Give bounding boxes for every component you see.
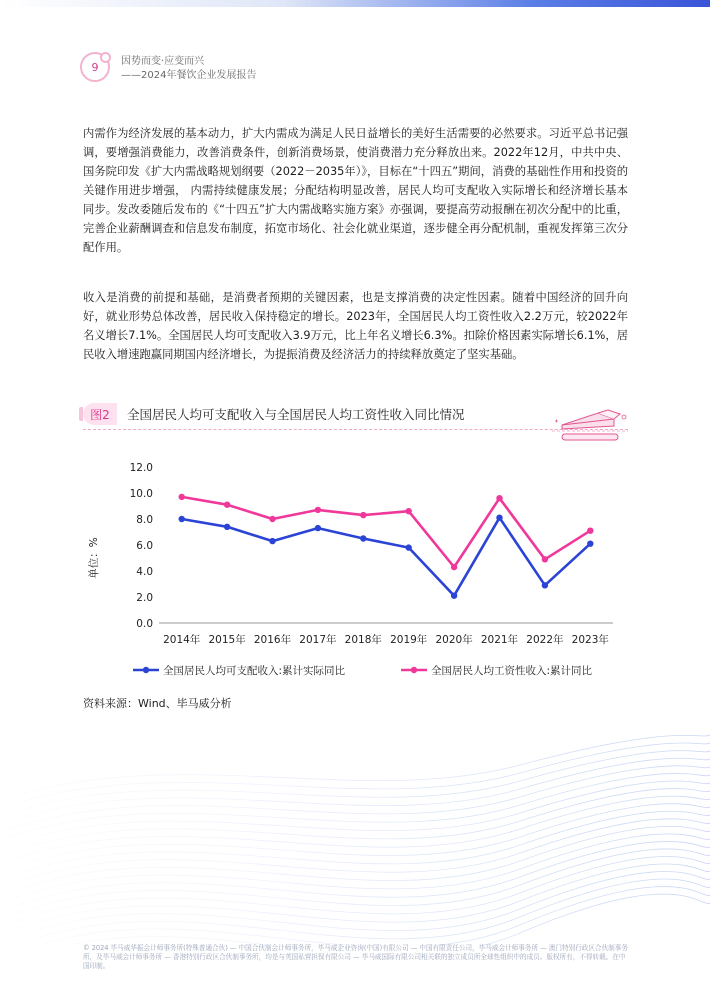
data-point bbox=[179, 516, 185, 522]
x-tick-label: 2020年 bbox=[435, 634, 473, 646]
data-point bbox=[587, 541, 593, 547]
series-line-1 bbox=[182, 518, 591, 596]
page-number-badge bbox=[80, 52, 110, 82]
x-tick-label: 2019年 bbox=[390, 634, 428, 646]
data-point bbox=[451, 593, 457, 599]
y-tick-label: 8.0 bbox=[136, 514, 153, 526]
data-point bbox=[360, 512, 366, 518]
wave-line bbox=[0, 766, 710, 832]
y-tick-label: 12.0 bbox=[129, 462, 153, 474]
wave-line bbox=[0, 856, 710, 928]
data-point bbox=[315, 525, 321, 531]
data-point bbox=[496, 495, 502, 501]
legend-marker-2 bbox=[411, 667, 417, 673]
source-note: 资料来源：Wind、毕马威分析 bbox=[83, 697, 232, 710]
cake-illustration-icon bbox=[550, 405, 630, 445]
data-point bbox=[360, 535, 366, 541]
data-point bbox=[179, 494, 185, 500]
data-point bbox=[542, 582, 548, 588]
data-point bbox=[406, 544, 412, 550]
data-point bbox=[451, 564, 457, 570]
data-point bbox=[224, 524, 230, 530]
line-chart bbox=[83, 455, 628, 685]
data-point bbox=[406, 508, 412, 514]
x-tick-label: 2017年 bbox=[299, 634, 337, 646]
x-tick-label: 2022年 bbox=[526, 634, 564, 646]
x-tick-label: 2021年 bbox=[480, 634, 519, 646]
data-point bbox=[315, 507, 321, 513]
y-tick-label: 10.0 bbox=[129, 488, 153, 500]
x-tick-label: 2014年 bbox=[163, 634, 201, 646]
data-point bbox=[269, 516, 275, 522]
figure-number-tag: 图2 bbox=[83, 403, 117, 425]
copyright-footer: © 2024 毕马威华振会计师事务所(特殊普通合伙) — 中国合伙制会计师事务所，毕马威企业咨询(中国)有限公司 — 中国有限责任公司，毕马威会计师事务所 — 澳门特别行政区合伙制事务所，及毕马威会计师事务所 — 香港特别行政区合伙制事务所，均是与英国私营担保有限公司 — 毕马威国际有限公司相关联的独立成员所全球性组织中的成员。版权所有，不得转载。在中国印制。 bbox=[83, 944, 628, 970]
page-number: 9 bbox=[91, 60, 99, 74]
wave-line bbox=[0, 849, 710, 920]
figure-title: 全国居民人均可支配收入与全国居民人均工资性收入同比情况 bbox=[127, 407, 465, 422]
data-point bbox=[269, 538, 275, 544]
body-paragraph-1: 内需作为经济发展的基本动力，扩大内需成为满足人民日益增长的美好生活需要的必然要求。习近平总书记强调，要增强消费能力，改善消费条件，创新消费场景，使消费潜力充分释放出来。2022年12月，中共中央、国务院印发《扩大内需战略规划纲要（2022－2035年）》，目标在“十四五”期间，消费的基础性作用和投资的关键作用进步增强， 内需持续健康发展；分配结构明显改善，居民人均可支配收入实际增长和经济增长基本同步。发改委随后发布的《“十四五”扩大内需战略实施方案》亦强调，要提高劳动报酬在初次分配中的比重，完善企业薪酬调查和信息发布制度，拓宽市场化、社会化就业渠道，逐步健全再分配机制，重视发挥第三次分配作用。 bbox=[83, 127, 628, 254]
wave-line bbox=[0, 751, 710, 816]
legend-label-1: 全国居民人均可支配收入:累计实际同比 bbox=[163, 665, 346, 677]
data-point bbox=[542, 556, 548, 562]
running-header bbox=[121, 55, 256, 83]
wave-line bbox=[0, 872, 710, 944]
body-paragraph-2: 收入是消费的前提和基础，是消费者预期的关键因素，也是支撑消费的决定性因素。随着中国经济的回升向好，就业形势总体改善，居民收入保持稳定的增长。2023年，全国居民人均工资性收入2.2万元，较2022年名义增长7.1%。全国居民人均可支配收入3.9万元，比上年名义增长6.3%。扣除价格因素实际增长6.1%，居民收入增速跑赢同期国内经济增长，为提振消费及经济活力的持续释放奠定了坚实基础。 bbox=[83, 291, 628, 361]
y-tick-label: 2.0 bbox=[136, 592, 153, 604]
wave-line bbox=[0, 879, 710, 945]
wave-line bbox=[0, 758, 710, 824]
wave-line bbox=[0, 841, 710, 912]
data-point bbox=[224, 502, 230, 508]
y-tick-label: 6.0 bbox=[136, 540, 153, 552]
data-point bbox=[587, 528, 593, 534]
wave-line bbox=[0, 864, 710, 936]
decorative-waves bbox=[0, 720, 710, 945]
top-gradient-bar bbox=[0, 0, 710, 7]
x-tick-label: 2015年 bbox=[208, 634, 246, 646]
y-axis-label: 单位：% bbox=[88, 537, 100, 579]
figure-header bbox=[83, 400, 628, 430]
y-tick-label: 0.0 bbox=[136, 618, 153, 630]
header-line-2: ——2024年餐饮企业发展报告 bbox=[121, 70, 257, 81]
data-point bbox=[496, 515, 502, 521]
header-line-1: 因势而变·应变而兴 bbox=[121, 56, 205, 67]
x-tick-label: 2018年 bbox=[344, 634, 382, 646]
x-tick-label: 2016年 bbox=[253, 634, 292, 646]
x-tick-label: 2023年 bbox=[571, 634, 609, 646]
wave-line bbox=[0, 887, 710, 945]
legend-label-2: 全国居民人均工资性收入:累计同比 bbox=[431, 665, 593, 677]
y-tick-label: 4.0 bbox=[136, 566, 153, 578]
legend-marker-1 bbox=[143, 667, 149, 673]
